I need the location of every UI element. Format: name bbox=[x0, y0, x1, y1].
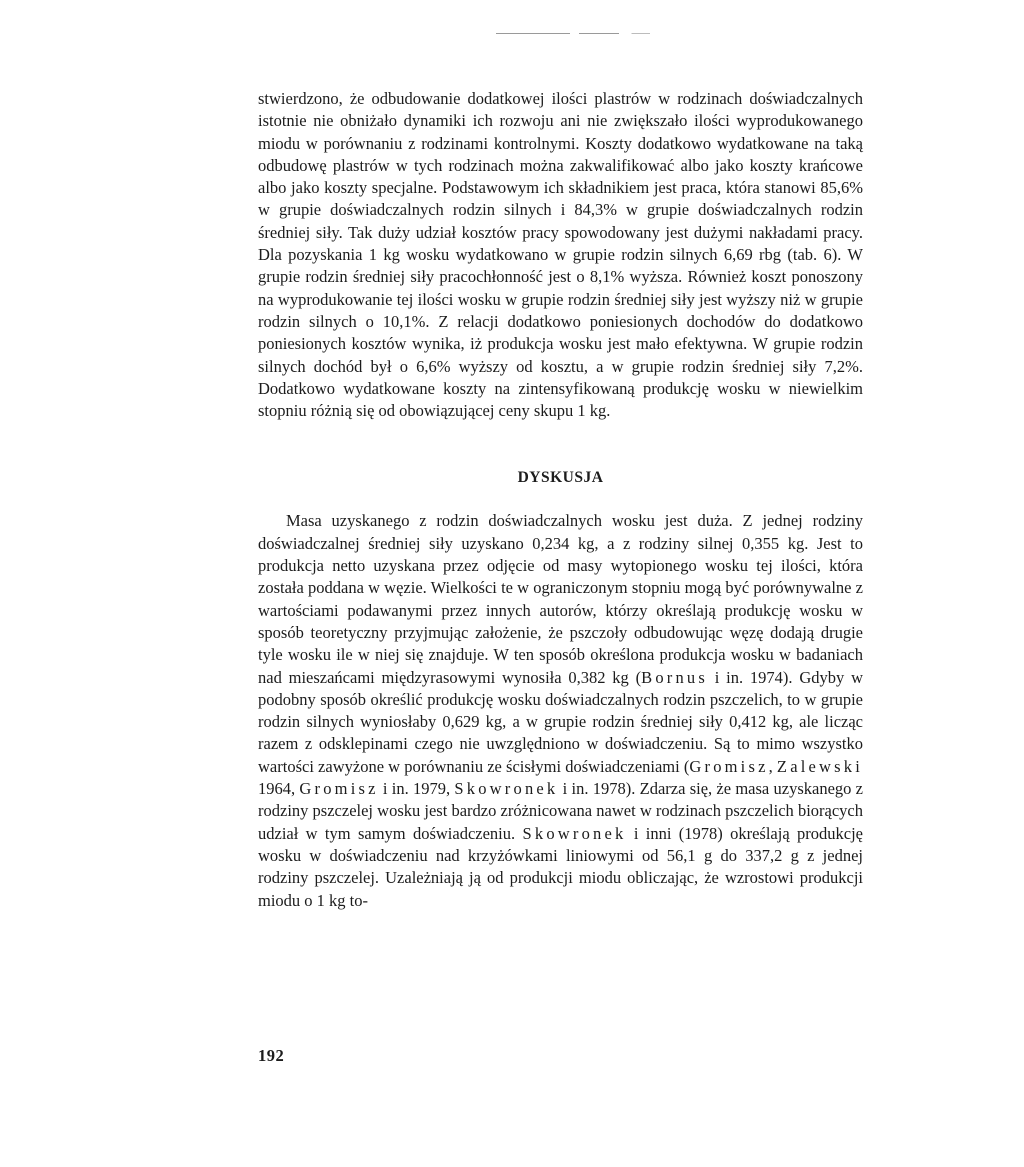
page-number: 192 bbox=[258, 1046, 285, 1065]
section-heading: DYSKUSJA bbox=[517, 469, 604, 487]
author-name: Zalewski bbox=[776, 756, 864, 776]
paragraph-continuation: stwierdzono, że odbudowanie dodatkowej ilości plastrów w rodzinach doświadczalnych istotnie nie obniżało dynamiki ich rozwoju ani nie zwiększało ilości wyprodukowanego miodu w porównaniu z rodzinami kontrolnymi. Koszty dodatkowo wydatkowane na taką odbudowę plastrów w tych rodzinach można zakwalifikować albo jako koszty krańcowe albo jako koszty specjalne. Podstawowym ich składnikiem jest praca, która stanowi 85,6% w grupie doświadczalnych rodzin silnych i 84,3% w grupie doświadczalnych rodzin średniej siły. Tak duży udział kosztów pracy spowodowany jest dużymi nakładami pracy. Dla pozyskania 1 kg wosku wydatkowano w grupie rodzin silnych 6,69 rbg (tab. 6). W grupie rodzin średniej siły pracochłonność jest o 8,1% wyższa. Również koszt ponoszony na wyprodukowanie tej ilości wosku w grupie rodzin średniej siły jest wyższy niż w grupie rodzin silnych o 10,1%. Z relacji dodatkowo poniesionych dochodów do dodatkowo poniesionych kosztów wynika, iż produkcja wosku jest mało efektywna. W grupie rodzin silnych dochód był o 6,6% wyższy od kosztu, a w grupie rodzin średniej siły 7,2%. Dodatkowo wydatkowane koszty na zintensyfikowaną produkcję wosku w niewielkim stopniu różnią się od obowiązującej ceny skupu 1 kg. bbox=[258, 89, 863, 421]
paragraph-discussion bbox=[258, 510, 863, 911]
author-name: Skowronek bbox=[522, 823, 627, 843]
author-name: Bornus bbox=[641, 667, 708, 687]
text-segment: , bbox=[768, 756, 777, 776]
author-name: Gromisz bbox=[689, 756, 769, 776]
text-segment: i inni (1978) określają produkcję wosku w doświadczeniu nad krzyżówkami liniowymi od 56,1 g do 337,2 g z jednej rodziny pszczelej. Uzależniają ją od produkcji miodu obliczając, że wzrostowi produkcji miodu o 1 kg to- bbox=[258, 823, 863, 910]
author-name: Skowronek bbox=[454, 779, 559, 799]
text-segment: i in. 1978). Zdarza się, że masa uzyskanego z rodziny pszczelej wosku jest bardzo zróżnicowana nawet w rodzinach pszczelich biorących udział w tym samym doświadczeniu. bbox=[258, 779, 864, 843]
top-rule bbox=[496, 33, 650, 34]
page-body bbox=[258, 88, 863, 912]
text-segment: Masa uzyskanego z rodzin doświadczalnych wosku jest duża. Z jednej rodziny doświadczalnej średniej siły uzyskano 0,234 kg, a z rodziny silnej 0,355 kg. Jest to produkcja netto uzyskana przez odjęcie od masy wytopionego wosku tej ilości, która została poddana w węzie. Wielkości te w ograniczonym stopniu mogą być porównywalne z wartościami podawanymi przez innych autorów, którzy określają produkcję wosku w sposób teoretyczny przyjmując założenie, że pszczoły odbudowując węzę dodają drugie tyle wosku ile w niej się znajduje. W ten sposób określona produkcja wosku w badaniach nad mieszańcami międzyrasowymi wynosiła 0,382 kg ( bbox=[258, 511, 863, 687]
text-segment: i in. 1979, bbox=[378, 779, 455, 799]
text-segment: i in. 1974). Gdyby w podobny sposób określić produkcję wosku doświadczalnych rodzin pszczelich, to w grupie rodzin silnych wyniosłaby 0,629 kg, a w grupie rodzin średniej siły 0,412 kg, ale licząc razem z odsklepinami czego nie uwzględniono w doświadczeniu. Są to mimo wszystko wartości zawyżone w porównaniu ze ścisłymi doświadczeniami ( bbox=[258, 667, 863, 776]
text-segment: 1964, bbox=[258, 779, 300, 799]
author-name: Gromisz bbox=[299, 779, 379, 799]
